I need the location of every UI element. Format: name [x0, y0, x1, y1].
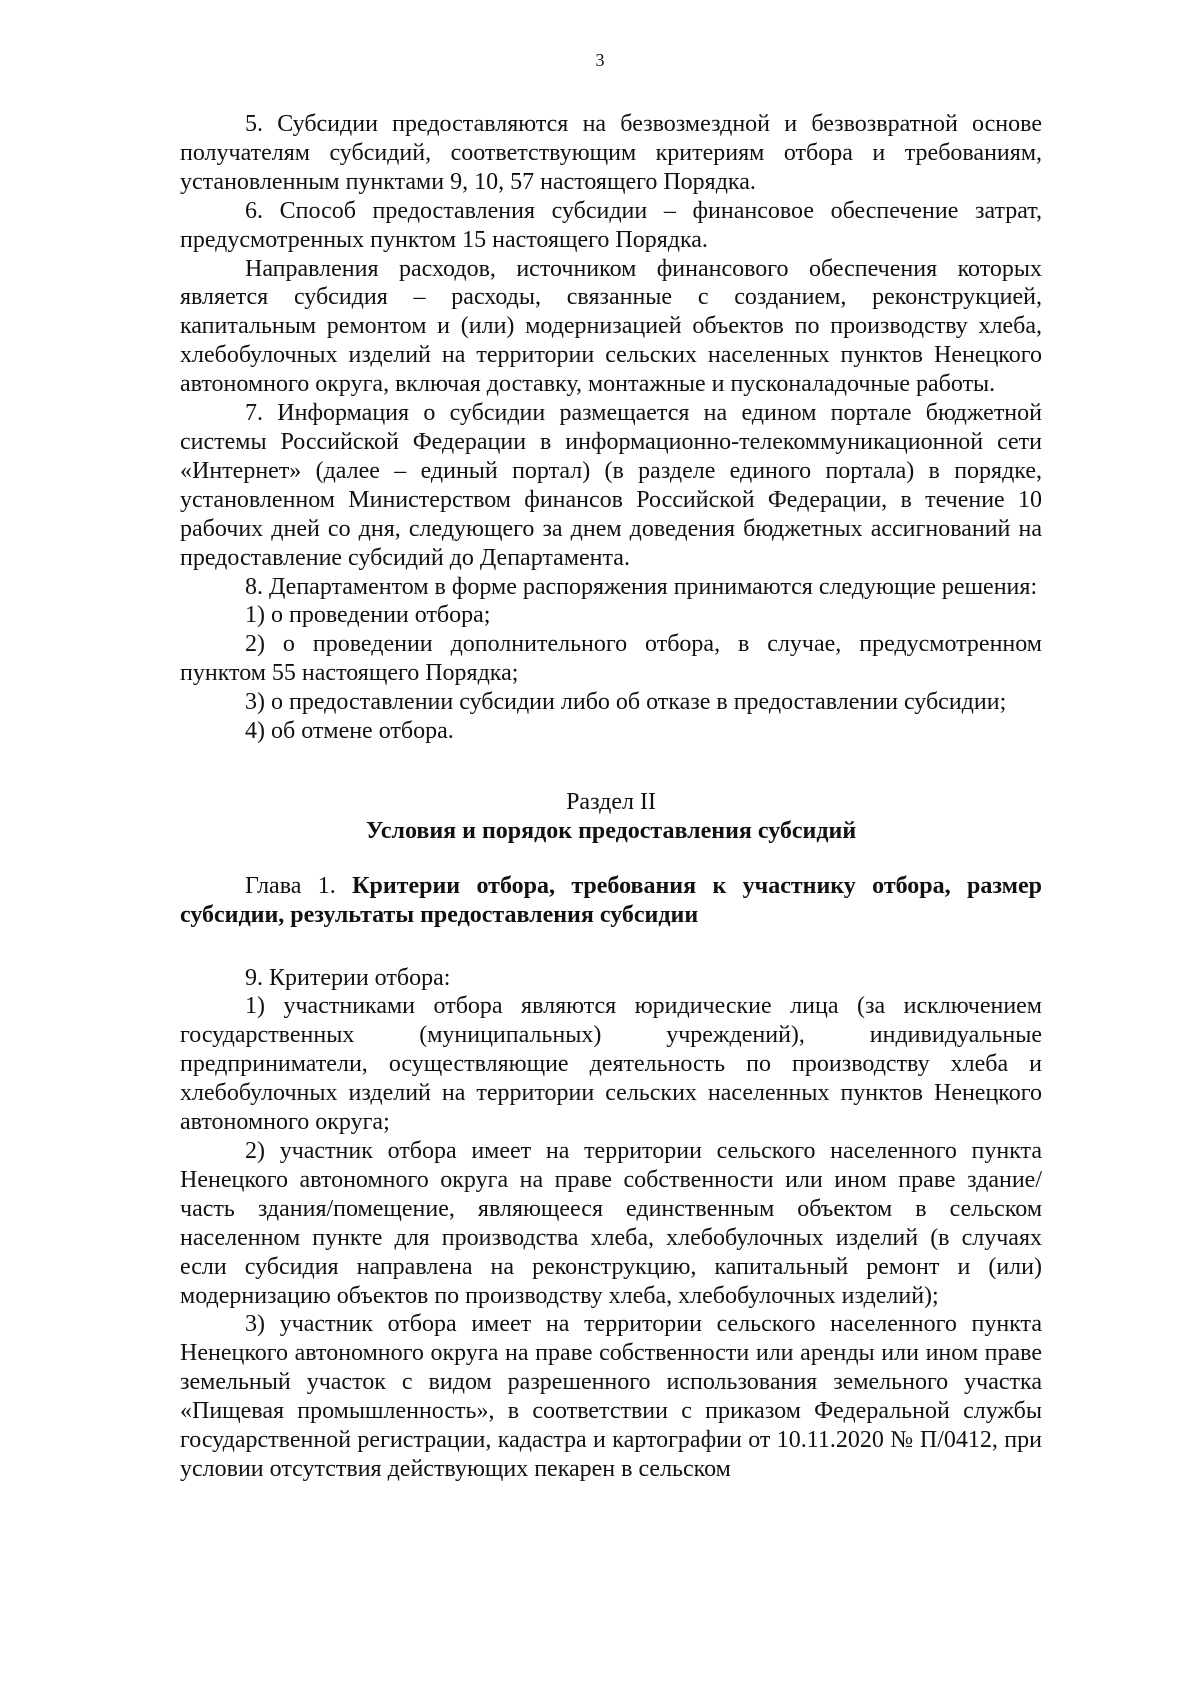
paragraph-9-item-2: 2) участник отбора имеет на территории сельского населенного пункта Ненецкого автономного округа на праве собственности или ином праве здание/часть здания/помещение, являющееся единственным объектом в сельском населенном пункте для производства хлеба, хлебобулочных изделий (в случаях если субсидия направлена на реконструкцию, капитальный ремонт и (или) модернизацию объектов по производству хлеба, хлебобулочных изделий); [180, 1138, 1042, 1309]
paragraph-9: 9. Критерии отбора: [245, 964, 451, 991]
section-label: Раздел II [566, 788, 656, 815]
paragraph-8-item-3: 3) о предоставлении субсидии либо об отказе в предоставлении субсидии; [245, 689, 1007, 716]
paragraph-8-item-4: 4) об отмене отбора. [245, 718, 454, 745]
document-body [180, 110, 1042, 1484]
spacer [180, 846, 1042, 872]
paragraph-5: 5. Субсидии предоставляются на безвозмездной и безвозвратной основе получателям субсидий, соответствующим критериям отбора и требованиям, установленным пунктами 9, 10, 57 настоящего Порядка. [180, 111, 1042, 195]
chapter-prefix: Глава 1. [245, 872, 353, 899]
paragraph-8: 8. Департаментом в форме распоряжения принимаются следующие решения: [245, 573, 1038, 600]
chapter-title: Критерии отбора, требования к участнику отбора, размер субсидии, результаты предоставления субсидии [180, 872, 1042, 928]
spacer [180, 930, 1042, 964]
paragraph-expense-directions: Направления расходов, источником финансового обеспечения которых является субсидия – расходы, связанные с созданием, реконструкцией, капитальным ремонтом и (или) модернизацией объектов по производству хлеба, хлебобулочных изделий на территории сельских населенных пунктов Ненецкого автономного округа, включая доставку, монтажные и пусконаладочные работы. [180, 255, 1042, 398]
paragraph-7: 7. Информация о субсидии размещается на едином портале бюджетной системы Российской Федерации в информационно-телекоммуникационной сети «Интернет» (далее – единый портал) (в разделе единого портала) в порядке, установленном Министерством финансов Российской Федерации, в течение 10 рабочих дней со дня, следующего за днем доведения бюджетных ассигнований на предоставление субсидий до Департамента. [180, 400, 1042, 571]
paragraph-8-item-2: 2) о проведении дополнительного отбора, в случае, предусмотренном пунктом 55 настоящего Порядка; [180, 631, 1042, 687]
spacer [180, 746, 1042, 788]
chapter-heading [180, 872, 1042, 930]
paragraph-8-item-1: 1) о проведении отбора; [245, 602, 491, 629]
paragraph-9-item-3: 3) участник отбора имеет на территории сельского населенного пункта Ненецкого автономного округа на праве собственности или аренды или ином праве земельный участок с видом разрешенного использования земельного участка «Пищевая промышленность», в соответствии с приказом Федеральной службы государственной регистрации, кадастра и картографии от 10.11.2020 № П/0412, при условии отсутствия действующих пекарен в сельском [180, 1311, 1042, 1482]
section-title: Условия и порядок предоставления субсидий [365, 817, 857, 844]
paragraph-6: 6. Способ предоставления субсидии – финансовое обеспечение затрат, предусмотренных пунктом 15 настоящего Порядка. [180, 197, 1042, 253]
page-number: 3 [595, 50, 605, 70]
paragraph-9-item-1: 1) участниками отбора являются юридические лица (за исключением государственных (муниципальных) учреждений), индивидуальные предприниматели, осуществляющие деятельность по производству хлеба и хлебобулочных изделий на территории сельских населенных пунктов Ненецкого автономного округа; [180, 993, 1042, 1136]
